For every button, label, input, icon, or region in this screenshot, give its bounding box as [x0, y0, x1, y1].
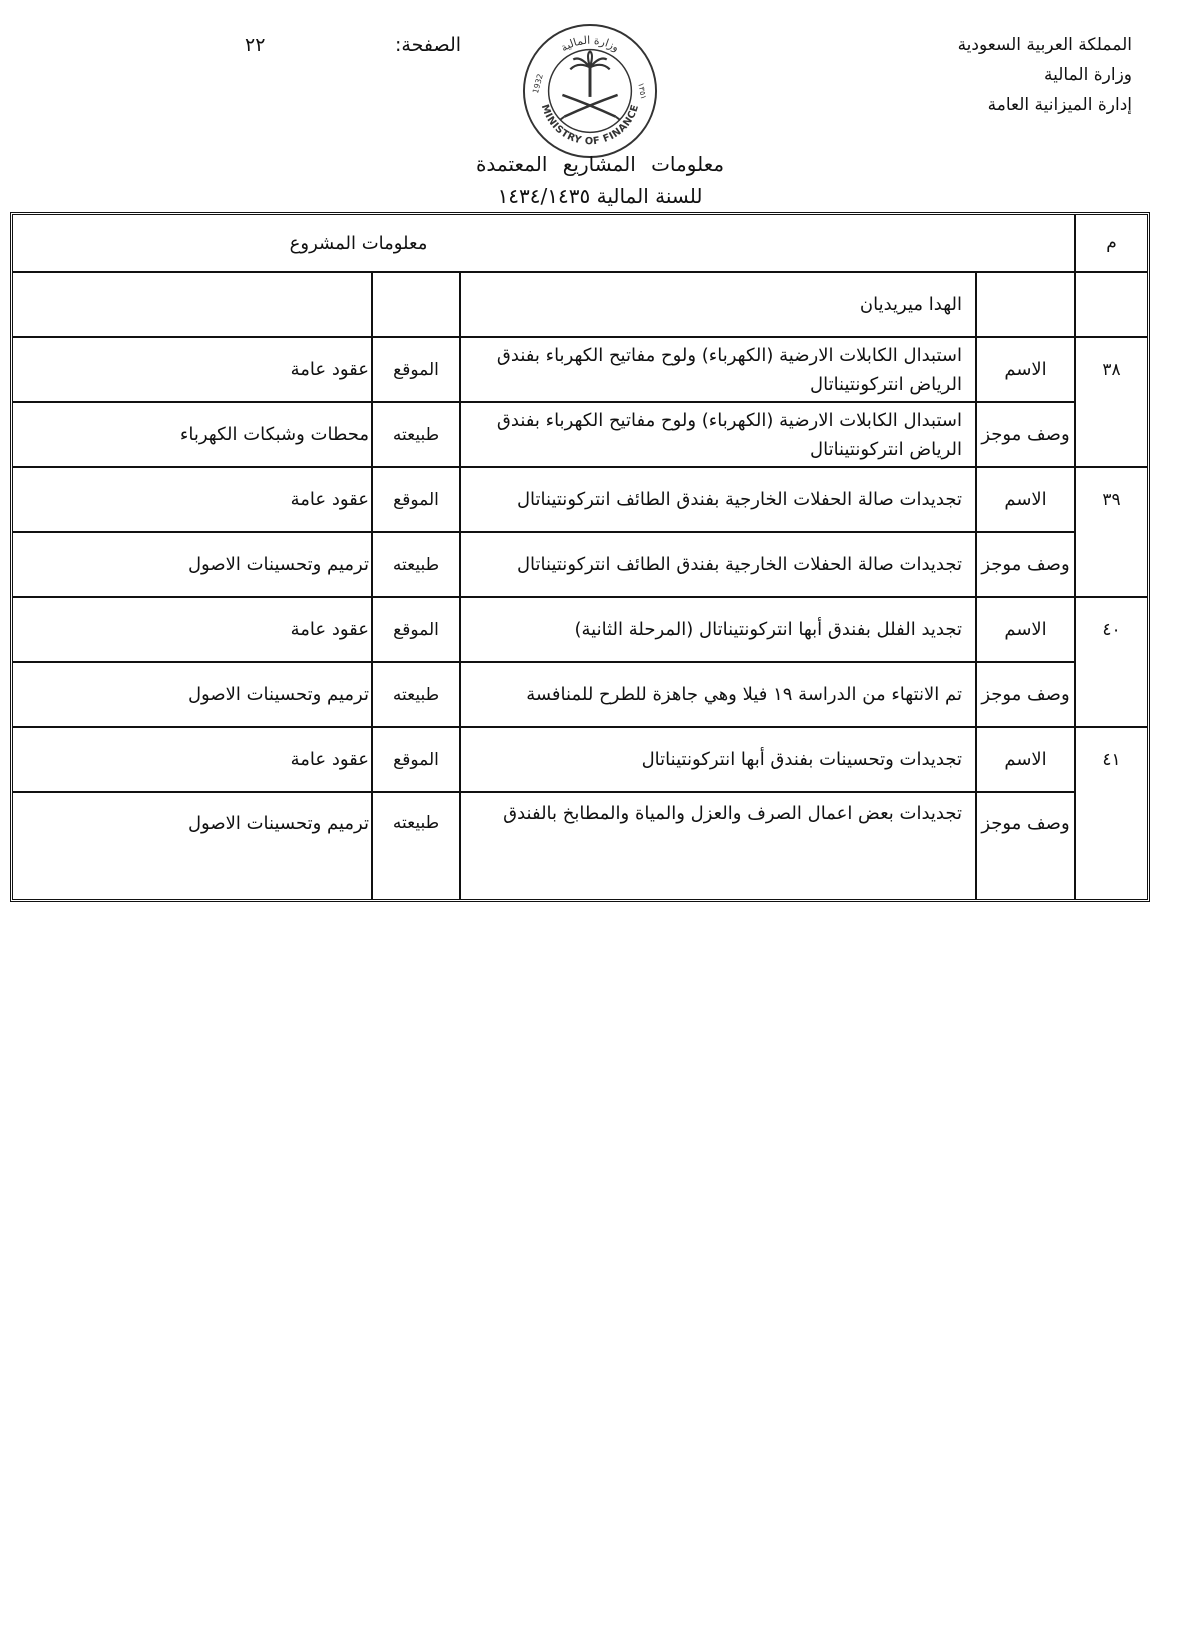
- svg-text:وزارة المالية: وزارة المالية: [558, 33, 622, 55]
- nature-label: طبيعته: [392, 813, 440, 833]
- project-location: عقود عامة: [290, 749, 369, 770]
- name-label: الاسم: [1004, 489, 1047, 510]
- department-name: إدارة الميزانية العامة: [987, 95, 1132, 115]
- project-description: تجديدات بعض اعمال الصرف والعزل والمياة والمطابخ بالفندق: [503, 803, 962, 824]
- project-name: استبدال الكابلات الارضية (الكهرباء) ولوح مفاتيح الكهرباء بفندق الرياض انتركونتيناتال: [496, 344, 962, 395]
- nature-label: طبيعته: [392, 684, 440, 705]
- location-label: الموقع: [393, 489, 439, 510]
- description-label: وصف موجز: [981, 554, 1070, 575]
- continuation-text: الهدا ميريديان: [859, 294, 962, 315]
- document-subtitle: للسنة المالية ١٤٣٤/١٤٣٥: [497, 184, 703, 208]
- project-name: تجديدات وتحسينات بفندق أبها انتركونتيناتال: [641, 749, 962, 770]
- col-info-header: معلومات المشروع: [289, 232, 428, 254]
- location-label: الموقع: [393, 619, 439, 640]
- ministry-header: [832, 30, 1132, 120]
- project-nature: ترميم وتحسينات الاصول: [187, 684, 369, 705]
- ministry-name: وزارة المالية: [1044, 65, 1132, 85]
- project-number: ٤١: [1102, 749, 1121, 770]
- svg-text:MINISTRY OF FINANCE: MINISTRY OF FINANCE: [538, 103, 642, 148]
- location-label: الموقع: [393, 359, 439, 380]
- description-label: وصف موجز: [981, 424, 1070, 445]
- project-number: ٣٨: [1102, 359, 1121, 380]
- project-name: تجديد الفلل بفندق أبها انتركونتيناتال (المرحلة الثانية): [574, 619, 962, 640]
- description-label: وصف موجز: [981, 813, 1070, 834]
- project-nature: ترميم وتحسينات الاصول: [187, 554, 369, 575]
- project-nature: ترميم وتحسينات الاصول: [187, 813, 369, 834]
- ministry-seal-logo: [521, 22, 659, 160]
- project-location: عقود عامة: [290, 489, 369, 510]
- name-label: الاسم: [1004, 749, 1047, 770]
- name-label: الاسم: [1004, 619, 1047, 640]
- location-label: الموقع: [393, 749, 439, 770]
- nature-label: طبيعته: [392, 424, 440, 445]
- project-description: تجديدات صالة الحفلات الخارجية بفندق الطائف انتركونتيناتال: [516, 554, 962, 575]
- name-label: الاسم: [1004, 359, 1047, 380]
- project-description: استبدال الكابلات الارضية (الكهرباء) ولوح مفاتيح الكهرباء بفندق الرياض انتركونتيناتال: [496, 409, 962, 460]
- project-location: عقود عامة: [290, 359, 369, 380]
- project-nature: محطات وشبكات الكهرباء: [179, 424, 369, 445]
- kingdom-name: المملكة العربية السعودية: [957, 35, 1132, 55]
- nature-label: طبيعته: [392, 554, 440, 575]
- project-name: تجديدات صالة الحفلات الخارجية بفندق الطائف انتركونتيناتال: [516, 489, 962, 510]
- projects-table: [10, 212, 1150, 902]
- project-number: ٣٩: [1102, 489, 1121, 510]
- project-number: ٤٠: [1102, 619, 1121, 640]
- project-description: تم الانتهاء من الدراسة ١٩ فيلا وهي جاهزة للطرح للمنافسة: [526, 684, 962, 705]
- document-title: معلومات المشاريع المعتمدة: [475, 152, 725, 176]
- svg-text:١٣٥١: ١٣٥١: [636, 81, 649, 101]
- page-number: ٢٢: [245, 34, 266, 56]
- page-label: الصفحة:: [395, 34, 462, 56]
- description-label: وصف موجز: [981, 684, 1070, 705]
- col-number-header: م: [1106, 233, 1117, 253]
- project-location: عقود عامة: [290, 619, 369, 640]
- svg-text:1932: 1932: [530, 72, 545, 95]
